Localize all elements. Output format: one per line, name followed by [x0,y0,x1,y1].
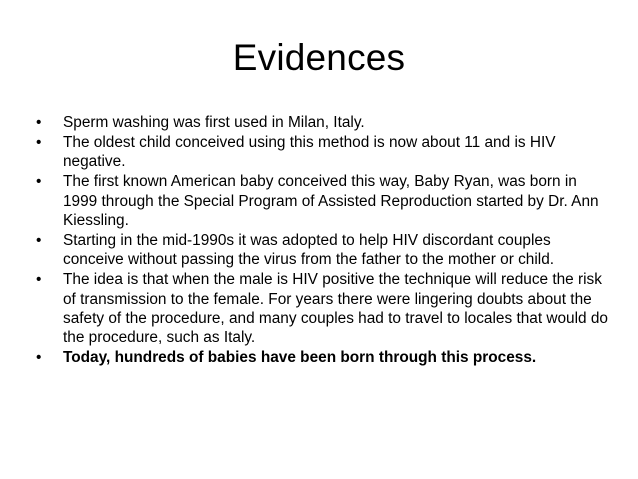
bullet-text: Starting in the mid-1990s it was adopted to help HIV discordant couples conceive without passing the virus from the father to the mother or child. [63,231,555,269]
bullet-item-highlight [36,348,608,367]
slide-title: Evidences [232,37,406,78]
bullet-text: Today, hundreds of babies have been born through this process. [63,349,537,367]
bullet-item [36,133,608,172]
bullet-text: Sperm washing was first used in Milan, Italy. [63,114,365,131]
bullet-list [36,113,608,368]
bullet-dot-icon: • [36,173,42,191]
bullet-item [36,113,608,132]
bullet-dot-icon: • [36,349,42,367]
bullet-dot-icon: • [36,114,42,131]
bullet-dot-icon: • [36,271,42,289]
bullet-item [36,231,608,270]
bullet-dot-icon: • [36,133,42,151]
bullet-text: The idea is that when the male is HIV positive the technique will reduce the risk of transmission to the female. For years there were lingering doubts about the safety of the procedure, and many couples had to travel to locales that would do the procedure, such as Italy. [63,271,608,347]
bullet-text: The oldest child conceived using this method is now about 11 and is HIV negative. [63,133,556,171]
bullet-dot-icon: • [36,231,42,249]
bullet-item [36,172,608,230]
bullet-text: The first known American baby conceived this way, Baby Ryan, was born in 1999 through the Special Program of Assisted Reproduction started by Dr. Ann Kiessling. [63,173,599,230]
bullet-item [36,270,608,348]
